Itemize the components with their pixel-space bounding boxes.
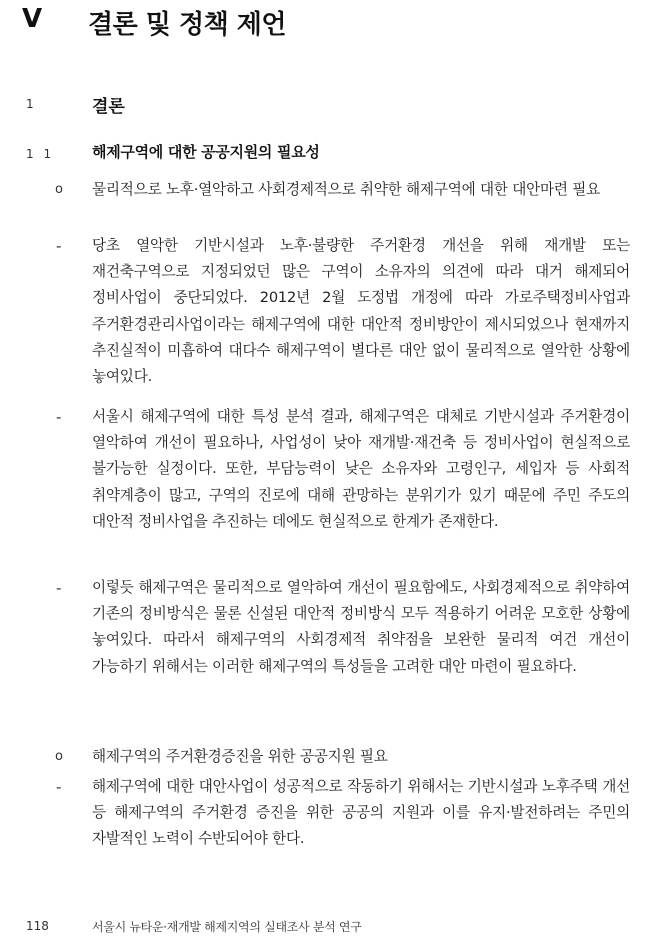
- chapter-title: 결론 및 정책 제언: [88, 10, 286, 40]
- dash-marker: -: [56, 778, 62, 796]
- dash-text: 해제구역에 대한 대안사업이 성공적으로 작동하기 위해서는 기반시설과 노후주택 개선 등 해제구역의 주거환경 증진을 위한 공공의 지원과 이를 유지·발전하려는 주민의 자발적인 노력이 수반되어야 한다.: [92, 778, 630, 848]
- dash-text: 당초 열악한 기반시설과 노후·불량한 주거환경 개선을 위해 재개발 또는 재건축구역으로 지정되었던 많은 구역이 소유자의 의견에 따라 대거 해제되어 정비사업이 중단되었다. 2012년 2월 도정법 개정에 따라 가로주택정비사업과 주거환경관리사업이라는 해제구역에 대한 대안적 정비방안이 제시되었으나 현재까지 추진실적이 미흡하여 대다수 해제구역이 별다른 대안 없이 물리적으로 열악한 상황에 놓여있다.: [92, 237, 630, 386]
- dash-marker: -: [56, 237, 62, 255]
- dash-marker: -: [56, 408, 62, 426]
- running-footer-title: 서울시 뉴타운·재개발 해제지역의 실태조사 분석 연구: [92, 920, 362, 934]
- bullet-text: 물리적으로 노후·열악하고 사회경제적으로 취약한 해제구역에 대한 대안마련 필요: [92, 181, 601, 198]
- bullet-marker: o: [55, 749, 63, 764]
- subsection-number: 1 1: [26, 147, 55, 161]
- bullet-marker: o: [55, 182, 63, 197]
- page-number: 118: [26, 919, 49, 933]
- dash-text: 이렇듯 해제구역은 물리적으로 열악하여 개선이 필요함에도, 사회경제적으로 취약하여 기존의 정비방식은 물론 신설된 대안적 정비방식 모두 적용하기 어려운 모호한 상황에 놓여있다. 따라서 해제구역의 사회경제적 취약점을 보완한 물리적 여건 개선이 가능하기 위해서는 이러한 해제구역의 특성들을 고려한 대안 마련이 필요하다.: [92, 579, 630, 675]
- bullet-text: 해제구역의 주거환경증진을 위한 공공지원 필요: [92, 748, 388, 765]
- subsection-title: 해제구역에 대한 공공지원의 필요성: [92, 143, 320, 161]
- chapter-number: V: [22, 4, 43, 34]
- dash-text: 서울시 해제구역에 대한 특성 분석 결과, 해제구역은 대체로 기반시설과 주거환경이 열악하여 개선이 필요하나, 사업성이 낮아 재개발·재건축 등 정비사업이 현실적으로 불가능한 실정이다. 또한, 부담능력이 낮은 소유자와 고령인구, 세입자 등 사회적 취약계층이 많고, 구역의 진로에 대해 관망하는 분위기가 있기 때문에 주민 주도의 대안적 정비사업을 추진하는 데에도 현실적으로 한계가 존재한다.: [92, 408, 630, 530]
- dash-marker: -: [56, 579, 62, 597]
- section-title: 결론: [92, 97, 125, 117]
- section-number: 1: [26, 97, 34, 111]
